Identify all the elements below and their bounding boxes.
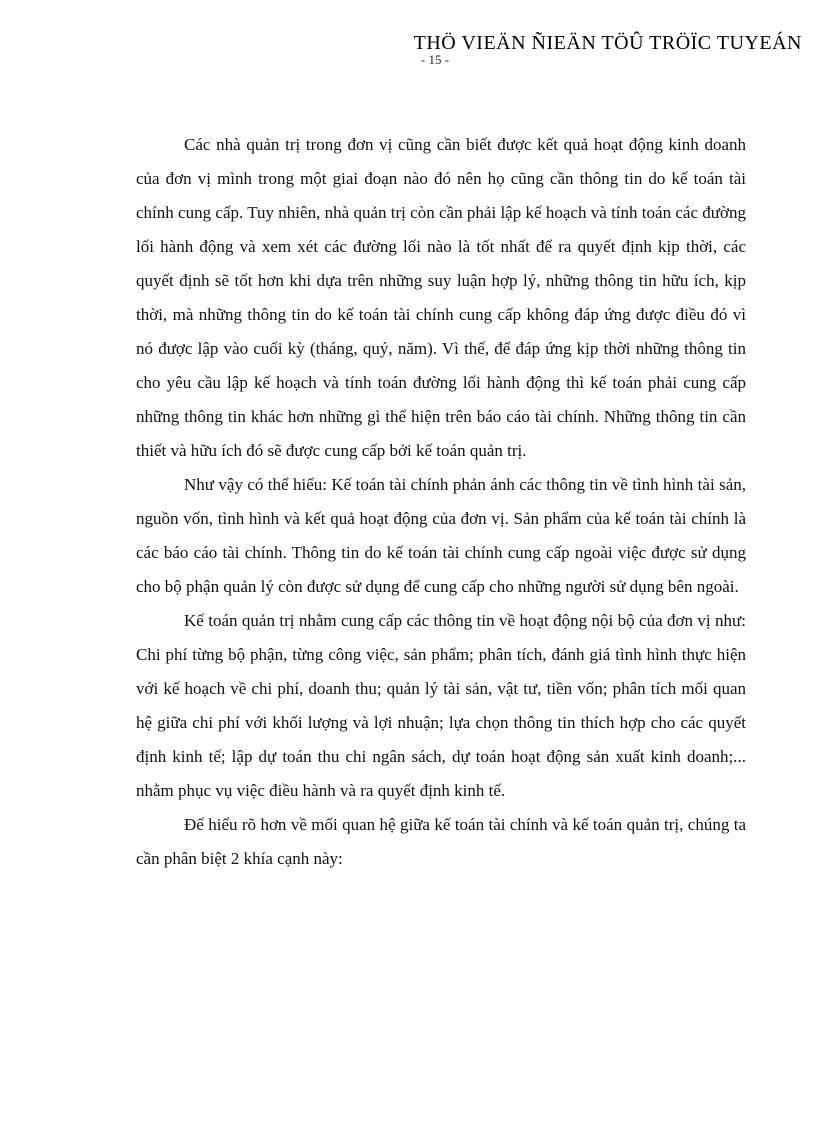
- body-text: [136, 128, 746, 876]
- page-number: - 15 -: [420, 52, 450, 67]
- paragraph-3: Kế toán quản trị nhằm cung cấp các thông tin về hoạt động nội bộ của đơn vị như: Chi phí từng bộ phận, từng công việc, sản phẩm; phân tích, đánh giá tình hình thực hiện với kế hoạch về chi phí, doanh thu; quản lý tài sản, vật tư, tiền vốn; phân tích mối quan hệ giữa chi phí với khối lượng và lợi nhuận; lựa chọn thông tin thích hợp cho các quyết định kinh tế; lập dự toán thu chi ngân sách, dự toán hoạt động sản xuất kinh doanh;... nhằm phục vụ việc điều hành và ra quyết định kinh tế.: [136, 611, 746, 800]
- paragraph-1: Các nhà quản trị trong đơn vị cũng cần biết được kết quả hoạt động kinh doanh của đơn vị mình trong một giai đoạn nào đó nên họ cũng cần thông tin do kế toán tài chính cung cấp. Tuy nhiên, nhà quản trị còn cần phải lập kế hoạch và tính toán các đường lối hành động và xem xét các đường lối nào là tốt nhất để ra quyết định kịp thời, các quyết định sẽ tốt hơn khi dựa trên những suy luận hợp lý, những thông tin hữu ích, kịp thời, mà những thông tin do kế toán tài chính cung cấp không đáp ứng được điều đó vì nó được lập vào cuối kỳ (tháng, quý, năm). Vì thế, để đáp ứng kịp thời những thông tin cho yêu cầu lập kế hoạch và tính toán đường lối hành động thì kế toán phải cung cấp những thông tin khác hơn những gì thể hiện trên báo cáo tài chính. Những thông tin cần thiết và hữu ích đó sẽ được cung cấp bởi kế toán quản trị.: [136, 135, 746, 460]
- library-watermark-header: THÖ VIEÄN ÑIEÄN TÖÛ TRÖÏC TUYEÁN: [413, 32, 802, 54]
- paragraph-2: Như vậy có thể hiểu: Kế toán tài chính phản ánh các thông tin về tình hình tài sản, nguồn vốn, tình hình và kết quả hoạt động của đơn vị. Sản phẩm của kế toán tài chính là các báo cáo tài chính. Thông tin do kế toán tài chính cung cấp ngoài việc được sử dụng cho bộ phận quản lý còn được sử dụng để cung cấp cho những người sử dụng bên ngoài.: [136, 475, 746, 596]
- paragraph-4: Để hiểu rõ hơn về mối quan hệ giữa kế toán tài chính và kế toán quản trị, chúng ta cần phân biệt 2 khía cạnh này:: [136, 815, 746, 868]
